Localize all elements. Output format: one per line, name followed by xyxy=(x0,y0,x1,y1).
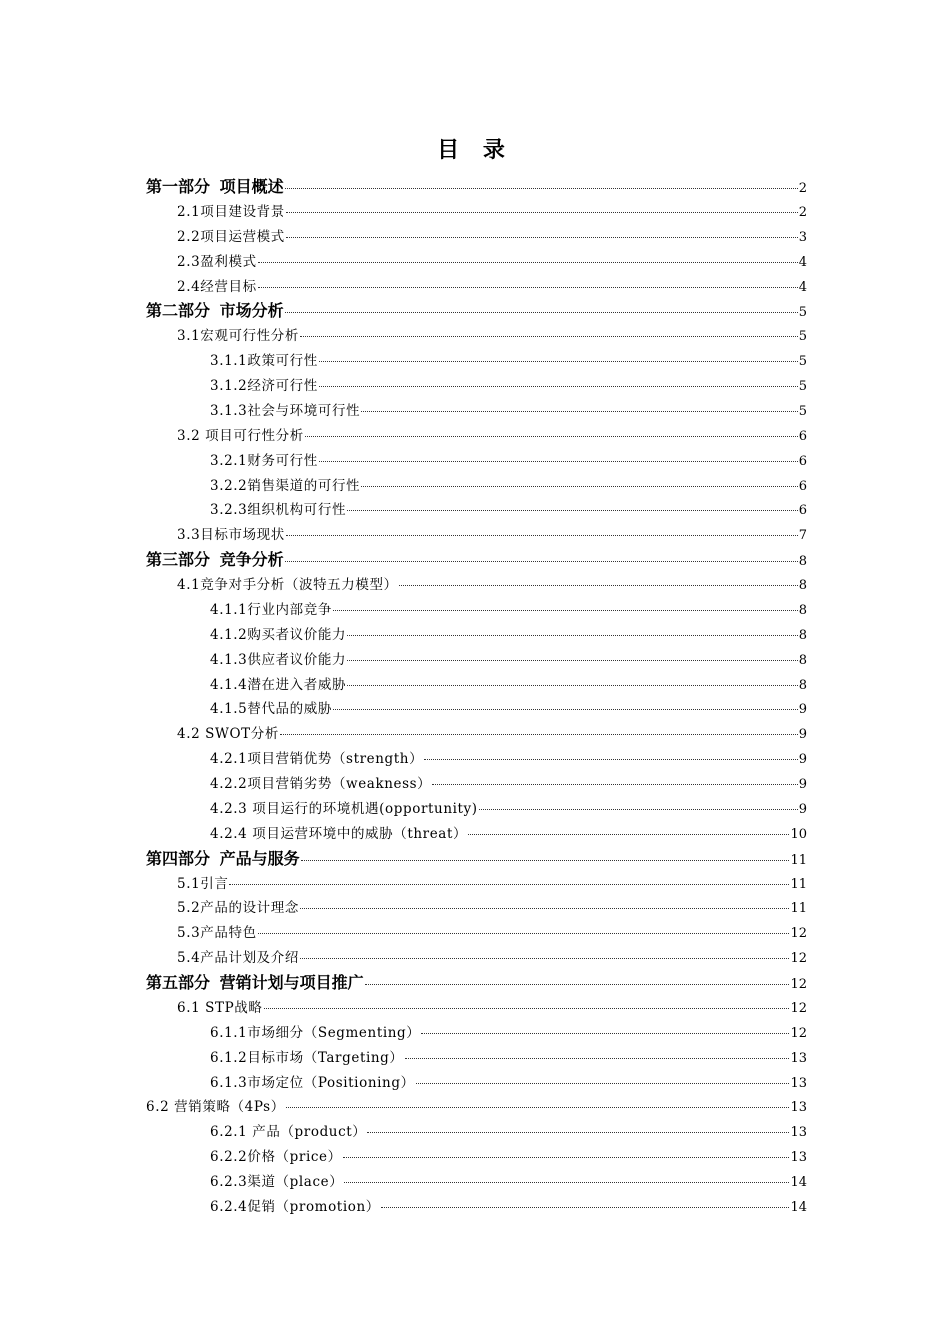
dot-leader xyxy=(365,983,790,985)
toc-entry[interactable] xyxy=(146,623,807,648)
toc-entry-label: 5.2产品的设计理念 xyxy=(177,900,299,917)
toc-page-number: 12 xyxy=(790,977,807,992)
toc-entry-label: 6.1.1市场细分（Segmenting） xyxy=(210,1024,421,1041)
toc-page-number: 4 xyxy=(798,279,807,295)
toc-entry[interactable] xyxy=(146,1095,807,1120)
dot-leader xyxy=(367,1131,789,1133)
dot-leader xyxy=(333,708,798,710)
dot-leader xyxy=(285,560,798,562)
toc-entry[interactable] xyxy=(146,1120,807,1145)
dot-leader xyxy=(229,883,789,885)
toc-part-entry[interactable] xyxy=(146,175,807,200)
toc-page-number: 9 xyxy=(798,702,807,718)
toc-page-number: 5 xyxy=(798,329,807,345)
toc-entry-label: 6.2.4促销（promotion） xyxy=(210,1198,380,1215)
dot-leader xyxy=(258,286,798,288)
toc-page-number: 14 xyxy=(790,1199,807,1215)
toc-entry[interactable] xyxy=(146,996,807,1021)
toc-entry-label: 6.1 STP战略 xyxy=(177,999,263,1016)
dot-leader xyxy=(468,833,789,835)
toc-page-number: 8 xyxy=(798,627,807,643)
toc-entry-label: 5.1引言 xyxy=(177,875,229,892)
toc-entry-label: 第一部分 项目概述 xyxy=(146,177,284,196)
toc-page-number: 12 xyxy=(790,926,807,942)
dot-leader xyxy=(301,859,790,861)
toc-entry[interactable] xyxy=(146,1046,807,1071)
toc-entry-label: 6.1.3市场定位（Positioning） xyxy=(210,1074,415,1091)
dot-leader xyxy=(424,758,798,760)
toc-entry-label: 2.2项目运营模式 xyxy=(177,228,285,245)
toc-page-number: 2 xyxy=(798,204,807,220)
dot-leader xyxy=(432,783,797,785)
dot-leader xyxy=(347,634,798,636)
dot-leader xyxy=(347,684,798,686)
toc-entry-label: 4.1竞争对手分析（波特五力模型） xyxy=(177,577,398,593)
toc-entry-label: 6.2.3渠道（place） xyxy=(210,1174,344,1190)
dot-leader xyxy=(333,609,798,611)
toc-page-number: 5 xyxy=(798,305,807,321)
toc-entry-label: 4.2.1项目营销优势（strength） xyxy=(210,751,424,768)
dot-leader xyxy=(258,261,798,263)
dot-leader xyxy=(264,1007,790,1009)
dot-leader xyxy=(381,1206,790,1208)
toc-page-number: 12 xyxy=(790,1025,807,1041)
toc-entry-label: 第三部分 竞争分析 xyxy=(146,550,284,570)
toc-entry-label: 4.2.3 项目运行的环境机遇(opportunity) xyxy=(210,800,478,817)
dot-leader xyxy=(285,187,798,189)
toc-page-number: 6 xyxy=(798,503,807,519)
toc-entry[interactable] xyxy=(146,648,807,673)
dot-leader xyxy=(319,385,798,387)
dot-leader xyxy=(405,1057,790,1059)
dot-leader xyxy=(319,460,798,462)
dot-leader xyxy=(361,485,798,487)
toc-entry-label: 4.2 SWOT分析 xyxy=(177,726,279,743)
toc-entry[interactable] xyxy=(146,1195,807,1220)
dot-leader xyxy=(300,907,789,909)
dot-leader xyxy=(286,211,798,213)
dot-leader xyxy=(319,360,798,362)
toc-entry-label: 4.1.4潜在进入者威胁 xyxy=(210,676,347,693)
toc-page-number: 12 xyxy=(790,951,807,967)
toc-entry[interactable] xyxy=(146,872,807,897)
toc-entry[interactable] xyxy=(146,275,807,300)
toc-entry[interactable] xyxy=(146,673,807,698)
toc-page-number: 13 xyxy=(790,1075,807,1091)
dot-leader xyxy=(285,311,798,313)
toc-entry-label: 6.2 营销策略（4Ps） xyxy=(146,1099,285,1116)
toc-page-number: 11 xyxy=(790,876,807,892)
dot-leader xyxy=(286,236,798,238)
toc-entry-label: 5.4产品计划及介绍 xyxy=(177,950,299,967)
toc-entry[interactable] xyxy=(146,1145,807,1170)
toc-entry-label: 3.1宏观可行性分析 xyxy=(177,328,299,345)
toc-entry-label: 3.1.2经济可行性 xyxy=(210,378,318,394)
toc-entry[interactable] xyxy=(146,374,807,399)
toc-page-number: 11 xyxy=(790,901,807,917)
dot-leader xyxy=(421,1032,789,1034)
toc-entry[interactable] xyxy=(146,772,807,797)
toc-entry-label: 6.1.2目标市场（Targeting） xyxy=(210,1049,404,1066)
toc-page-number: 8 xyxy=(798,554,807,570)
toc-entry-label: 4.1.5替代品的威胁 xyxy=(210,701,332,718)
page-title: 目 录 xyxy=(437,138,513,163)
toc-entry-label: 第四部分 产品与服务 xyxy=(146,848,300,868)
toc-page-number: 6 xyxy=(798,478,807,494)
dot-leader xyxy=(286,1106,790,1108)
toc-entry[interactable] xyxy=(146,896,807,921)
toc-entry[interactable] xyxy=(146,200,807,225)
toc-entry[interactable] xyxy=(146,797,807,822)
toc-entry[interactable] xyxy=(146,474,807,499)
toc-entry[interactable] xyxy=(146,1071,807,1096)
toc-entry[interactable] xyxy=(146,598,807,623)
dot-leader xyxy=(300,957,789,959)
toc-page-number: 12 xyxy=(790,1000,807,1016)
dot-leader xyxy=(347,509,798,511)
dot-leader xyxy=(305,435,798,437)
dot-leader xyxy=(343,1156,790,1158)
toc-page-number: 8 xyxy=(798,677,807,693)
dot-leader xyxy=(361,410,798,412)
toc-entry-label: 3.2 项目可行性分析 xyxy=(177,427,304,444)
toc-page-number: 11 xyxy=(790,852,807,868)
toc-entry-label: 4.2.2项目营销劣势（weakness） xyxy=(210,776,432,792)
toc-page-number: 9 xyxy=(798,801,807,817)
dot-leader xyxy=(258,932,790,934)
toc-part-entry[interactable] xyxy=(146,971,807,996)
toc-entry[interactable] xyxy=(146,498,807,523)
toc-page-number: 2 xyxy=(798,181,807,196)
toc-page-number: 5 xyxy=(798,403,807,419)
toc-part-entry[interactable] xyxy=(146,299,807,324)
toc-page-number: 3 xyxy=(798,229,807,245)
dot-leader xyxy=(300,335,798,337)
toc-page-number: 4 xyxy=(798,254,807,270)
toc-entry-label: 4.2.4 项目运营环境中的威胁（threat） xyxy=(210,825,468,842)
toc-page-number: 5 xyxy=(798,354,807,370)
toc-part-entry[interactable] xyxy=(146,548,807,573)
toc-entry[interactable] xyxy=(146,1170,807,1195)
toc-entry-label: 3.2.3组织机构可行性 xyxy=(210,502,347,519)
toc-page-number: 5 xyxy=(798,379,807,394)
toc-entry-label: 5.3产品特色 xyxy=(177,925,257,942)
toc-entry-label: 6.2.2价格（price） xyxy=(210,1149,342,1166)
table-of-contents xyxy=(146,175,807,1220)
toc-page-number: 13 xyxy=(790,1050,807,1066)
toc-page-number: 8 xyxy=(798,602,807,618)
toc-page-number: 8 xyxy=(798,578,807,593)
toc-entry-label: 3.1.1政策可行性 xyxy=(210,353,318,370)
toc-entry[interactable] xyxy=(146,1021,807,1046)
toc-entry-label: 4.1.3供应者议价能力 xyxy=(210,651,347,668)
dot-leader xyxy=(399,584,798,586)
toc-page-number: 9 xyxy=(798,727,807,743)
toc-entry-label: 3.3目标市场现状 xyxy=(177,527,285,544)
toc-entry[interactable] xyxy=(146,573,807,598)
toc-page-number: 13 xyxy=(790,1150,807,1166)
toc-entry-label: 2.4经营目标 xyxy=(177,278,257,295)
toc-entry-label: 3.1.3社会与环境可行性 xyxy=(210,402,361,419)
toc-entry-label: 2.1项目建设背景 xyxy=(177,203,285,220)
toc-entry[interactable] xyxy=(146,722,807,747)
toc-entry[interactable] xyxy=(146,424,807,449)
toc-entry-label: 6.2.1 产品（product） xyxy=(210,1124,367,1141)
toc-entry[interactable] xyxy=(146,822,807,847)
toc-page-number: 6 xyxy=(798,428,807,444)
toc-entry-label: 第五部分 营销计划与项目推广 xyxy=(146,973,364,992)
toc-page-number: 10 xyxy=(790,826,807,842)
toc-entry[interactable] xyxy=(146,449,807,474)
toc-page-number: 8 xyxy=(798,652,807,668)
toc-entry[interactable] xyxy=(146,399,807,424)
toc-entry[interactable] xyxy=(146,324,807,349)
toc-entry-label: 4.1.1行业内部竞争 xyxy=(210,601,332,618)
toc-page-number: 7 xyxy=(798,528,807,544)
dot-leader xyxy=(416,1082,790,1084)
toc-page-number: 14 xyxy=(790,1175,807,1190)
toc-entry-label: 2.3盈利模式 xyxy=(177,253,257,270)
toc-entry[interactable] xyxy=(146,225,807,250)
toc-entry[interactable] xyxy=(146,523,807,548)
toc-page-number: 9 xyxy=(798,752,807,768)
dot-leader xyxy=(344,1181,789,1183)
toc-entry-label: 4.1.2购买者议价能力 xyxy=(210,626,347,643)
toc-entry[interactable] xyxy=(146,747,807,772)
toc-entry-label: 3.2.1财务可行性 xyxy=(210,452,318,469)
toc-page-number: 13 xyxy=(790,1100,807,1116)
toc-entry[interactable] xyxy=(146,697,807,722)
dot-leader xyxy=(347,659,798,661)
toc-entry-label: 3.2.2销售渠道的可行性 xyxy=(210,477,361,494)
dot-leader xyxy=(479,808,798,810)
toc-page-number: 13 xyxy=(790,1125,807,1141)
toc-entry[interactable] xyxy=(146,349,807,374)
toc-entry[interactable] xyxy=(146,250,807,275)
toc-entry[interactable] xyxy=(146,921,807,946)
dot-leader xyxy=(280,733,798,735)
toc-page-number: 6 xyxy=(798,453,807,469)
dot-leader xyxy=(286,534,798,536)
toc-entry-label: 第二部分 市场分析 xyxy=(146,301,284,321)
toc-page-number: 9 xyxy=(798,777,807,792)
toc-entry[interactable] xyxy=(146,946,807,971)
toc-part-entry[interactable] xyxy=(146,847,807,872)
